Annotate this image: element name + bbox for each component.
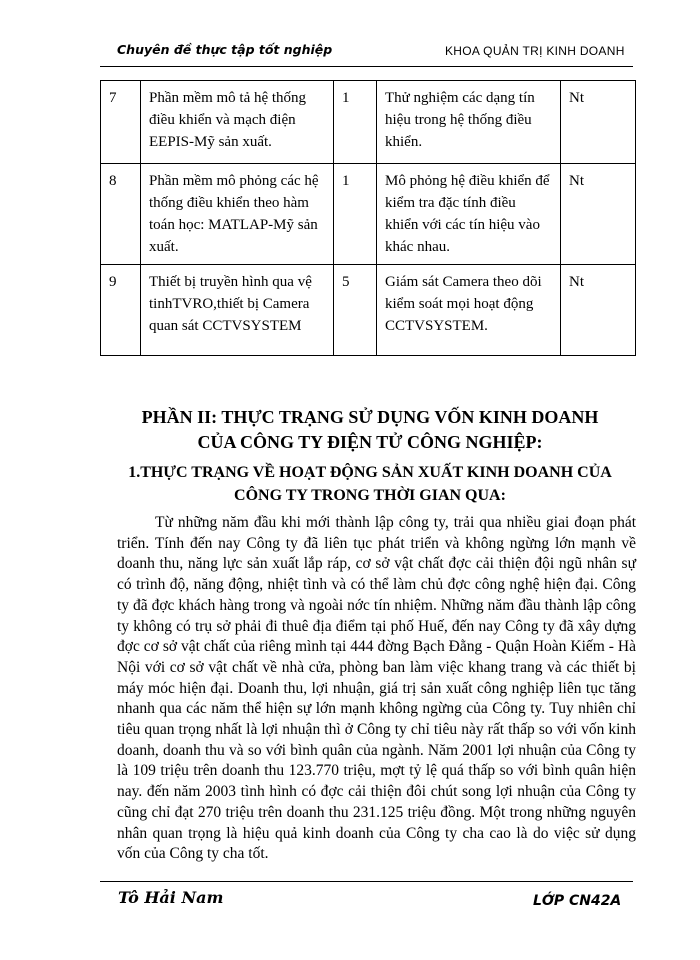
equipment-purpose: Mô phỏng hệ điều khiển để kiểm tra đặc tính điều khiển với các tín hiệu vào khác nhau. [377, 164, 561, 265]
header-faculty: KHOA QUẢN TRỊ KINH DOANH [445, 44, 625, 58]
subsection-title-line-2: CÔNG TY TRONG THỜI GIAN QUA: [234, 487, 506, 504]
equipment-purpose: Thử nghiệm các dạng tín hiệu trong hệ thống điều khiển. [377, 81, 561, 164]
equipment-note: Nt [561, 81, 636, 164]
equipment-table [100, 80, 636, 356]
equipment-name: Phần mềm mô tả hệ thống điều khiển và mạch điện EEPIS-Mỹ sản xuất. [141, 81, 334, 164]
footer-class: LỚP CN42A [533, 893, 622, 909]
equipment-note: Nt [561, 265, 636, 356]
equipment-name: Thiết bị truyền hình qua vệ tinhTVRO,thiết bị Camera quan sát CCTVSYSTEM [141, 265, 334, 356]
subsection-title-line-1: 1.THỰC TRẠNG VỀ HOẠT ĐỘNG SẢN XUẤT KINH DOANH CỦA [128, 464, 612, 481]
footer-divider [100, 881, 633, 882]
table-row [101, 265, 636, 356]
equipment-quantity: 1 [334, 164, 377, 265]
table-row [101, 81, 636, 164]
section-title-line-1: PHẦN II: THỰC TRẠNG SỬ DỤNG VỐN KINH DOANH [141, 407, 599, 427]
header-divider [100, 66, 633, 67]
equipment-quantity: 1 [334, 81, 377, 164]
section-title-line-2: CỦA CÔNG TY ĐIỆN TỬ CÔNG NGHIỆP: [197, 432, 543, 452]
equipment-note: Nt [561, 164, 636, 265]
footer-author: Tô Hải Nam [118, 888, 224, 907]
header-course-title: Chuyên đề thực tập tốt nghiệp [117, 42, 333, 57]
equipment-name: Phần mềm mô phỏng các hệ thống điều khiển theo hàm toán học: MATLAP-Mỹ sản xuất. [141, 164, 334, 265]
body-paragraph: Từ những năm đầu khi mới thành lập công ty, trải qua nhiều giai đoạn phát triển. Tính đến nay Công ty đã liên tục phát triển và không ngừng lớn mạnh về doanh thu, năng lực sản xuất lắp ráp, cơ sở vật chất đợc cải thiện đội ngũ nhân sự có trình độ, năng động, nhiệt tình và có thể làm chủ đợc công nghệ hiện đại. Công ty đã đợc khách hàng trong và ngoài nớc tín nhiệm. Những năm đầu thành lập công ty không có trụ sở phải đi thuê địa điểm tại phố Huế, đến nay Công ty đã xây dựng đợc cơ sở vật chất của riêng mình tại 444 đờng Bạch Đằng - Quận Hoàn Kiếm - Hà Nội với cơ sở vật chất về nhà cửa, phòng ban làm việc khang trang và các thiết bị máy móc hiện đại. Doanh thu, lợi nhuận, giá trị sản xuất công nghiệp liên tục tăng nhanh qua các năm thể hiện sự lớn mạnh không ngừng của Công ty. Tuy nhiên chỉ tiêu quan trọng nhất là lợi nhuận thì ở Công ty chỉ tiêu này rất thấp so với vốn kinh doanh, doanh thu và so với bình quân của ngành. Năm 2001 lợi nhuận của Công ty là 109 triệu trên doanh thu 123.770 triệu, mợt tỷ lệ quá thấp so với bình quân hiện nay. đến năm 2003 tình hình có đợc cải thiện đôi chút song lợi nhuận của Công ty cũng chỉ đạt 270 triệu trên doanh thu 231.125 triệu đồng. Một trong những nguyên nhân quan trọng là hiệu quả kinh doanh của Công ty cha cao là do việc sử dụng vốn của Công ty cha tốt. [117, 514, 636, 863]
row-number: 7 [101, 81, 141, 164]
table-row [101, 164, 636, 265]
equipment-quantity: 5 [334, 265, 377, 356]
row-number: 9 [101, 265, 141, 356]
equipment-purpose: Giám sát Camera theo dõi kiểm soát mọi hoạt động CCTVSYSTEM. [377, 265, 561, 356]
row-number: 8 [101, 164, 141, 265]
